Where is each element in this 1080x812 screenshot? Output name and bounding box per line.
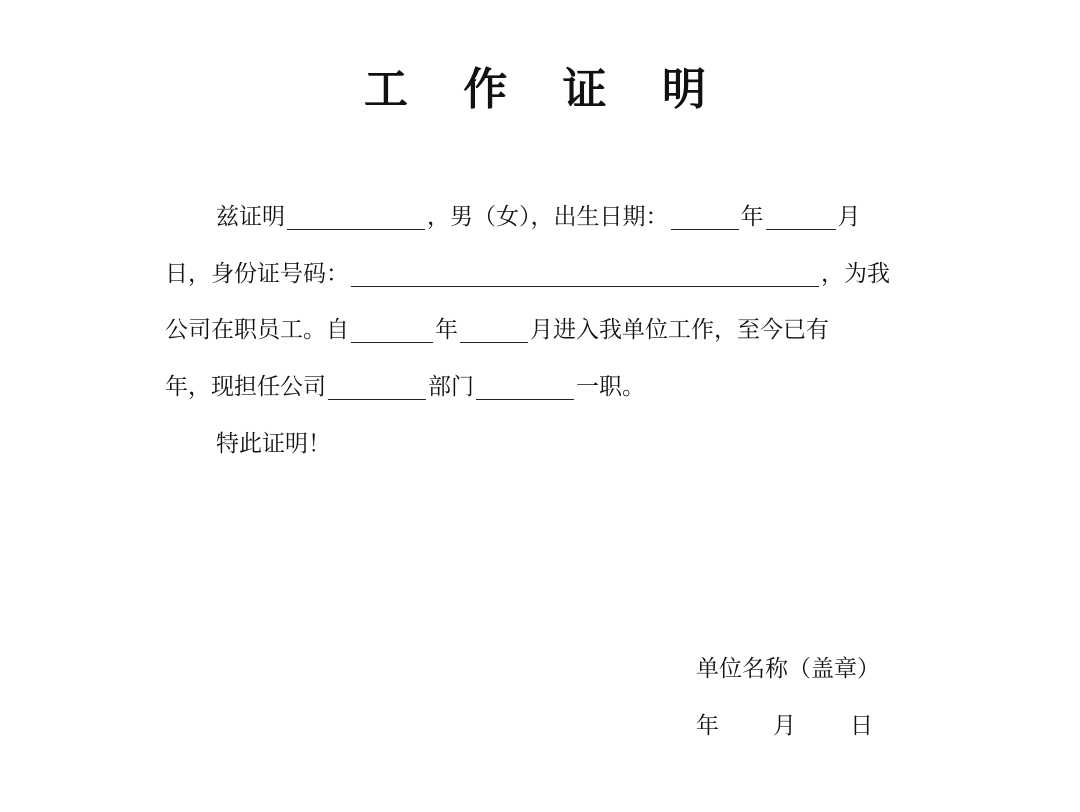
text-joined-until: 月进入我单位工作，至今已有 xyxy=(530,317,829,343)
sign-month-label: 月 xyxy=(773,713,796,739)
birth-month-blank xyxy=(766,205,836,230)
job-title-blank xyxy=(476,375,574,400)
text-job-title: 一职。 xyxy=(576,374,645,400)
body-line-4 xyxy=(165,370,645,404)
join-year-blank xyxy=(351,318,433,343)
text-year: 年 xyxy=(740,204,764,230)
text-department: 部门 xyxy=(428,374,474,400)
id-number-blank xyxy=(351,262,819,287)
body-line-1 xyxy=(216,200,861,234)
department-blank xyxy=(328,375,426,400)
sign-day-label: 日 xyxy=(850,713,873,739)
text-employee-since: 公司在职员工。自 xyxy=(165,317,349,343)
text-month: 月 xyxy=(837,204,861,230)
body-line-2 xyxy=(165,257,890,291)
body-line-3 xyxy=(165,313,829,347)
birth-year-blank xyxy=(671,205,739,230)
text-position-at: 年，现担任公司 xyxy=(165,374,326,400)
join-month-blank xyxy=(460,318,528,343)
sign-year-label: 年 xyxy=(696,713,719,739)
text-year-2: 年 xyxy=(435,317,458,343)
text-certify: 兹证明 xyxy=(216,204,285,230)
closing-line xyxy=(216,427,331,461)
text-for-our: ，为我 xyxy=(821,261,890,287)
name-blank xyxy=(287,205,425,230)
unit-name-seal: 单位名称（盖章） xyxy=(696,656,880,682)
text-closing: 特此证明！ xyxy=(216,431,331,457)
text-gender-birth: ，男（女），出生日期： xyxy=(427,204,669,230)
text-day-id: 日，身份证号码： xyxy=(165,261,349,287)
document-title: 工 作 证 明 xyxy=(364,64,726,115)
